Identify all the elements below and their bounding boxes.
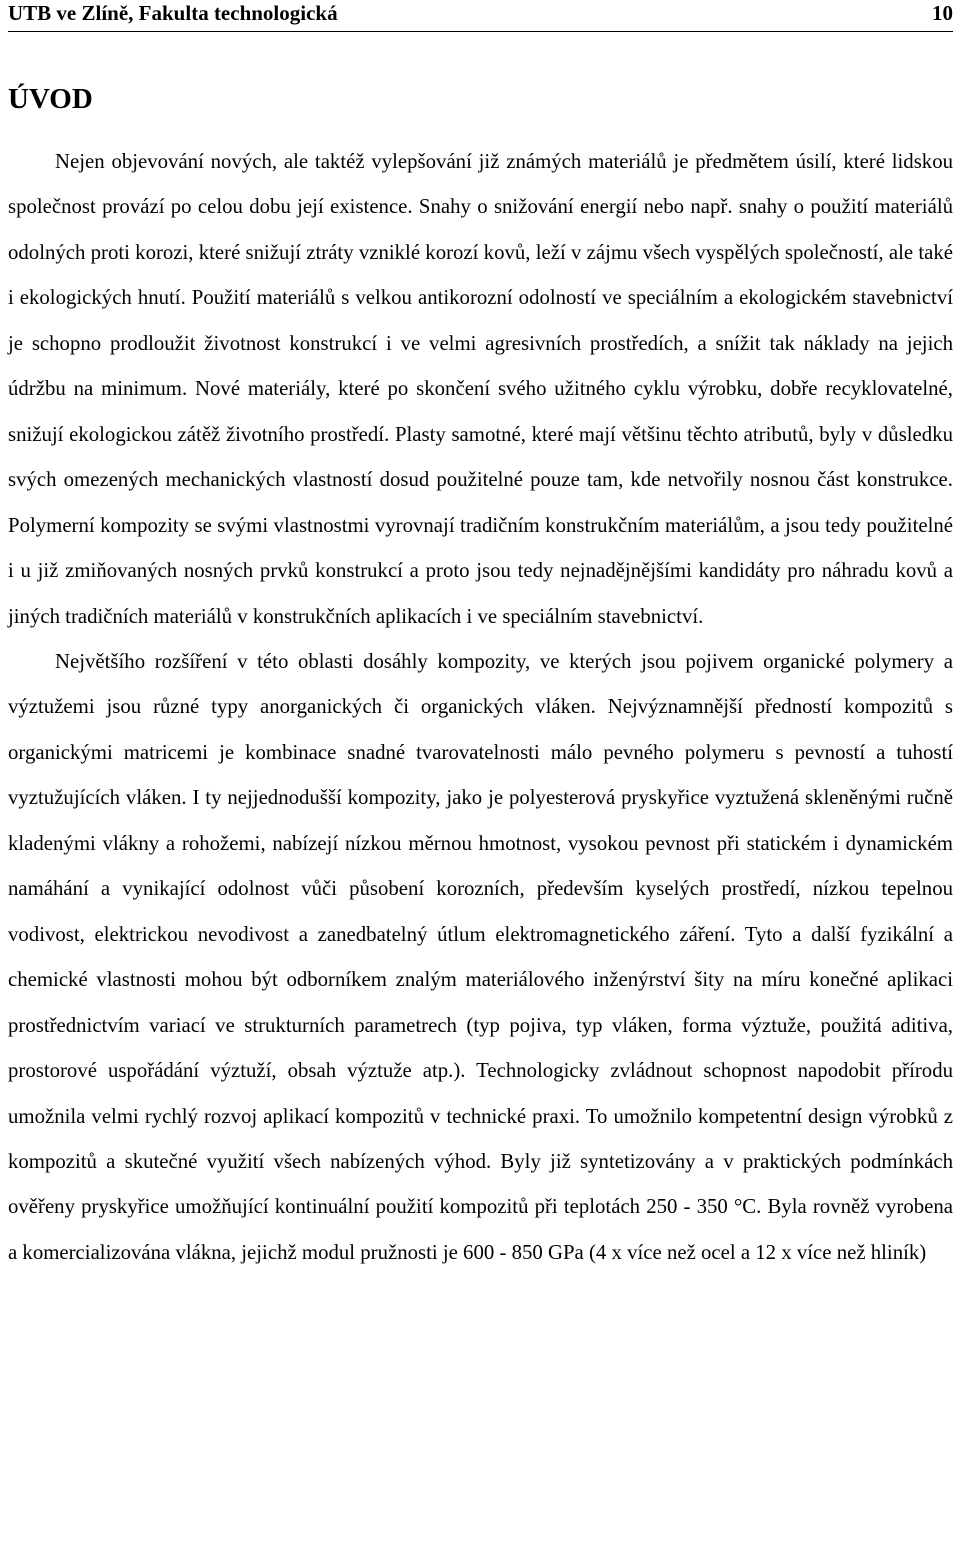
paragraph-intro: Nejen objevování nových, ale taktéž vylepšování již známých materiálů je předmětem úsilí, které lidskou společnost provází po celou dobu její existence. Snahy o snižování energií nebo např. snahy o použití materiálů odolných proti korozi, které snižují ztráty vzniklé korozí kovů, leží v zájmu všech vyspělých společností, ale také i ekologických hnutí. Použití materiálů s velkou antikorozní odolností ve speciálním a ekologickém stavebnictví je schopno prodloužit životnost konstrukcí i ve velmi agresivních prostředích, a snížit tak náklady na jejich údržbu na minimum. Nové materiály, které po skončení svého užitného cyklu výrobku, dobře recyklovatelné, snižují ekologickou zátěž životního prostředí. Plasty samotné, které mají většinu těchto atributů, byly v důsledku svých omezených mechanických vlastností dosud použitelné pouze tam, kde netvořily nosnou část konstrukce. Polymerní kompozity se svými vlastnostmi vyrovnají tradičním konstrukčním materiálům, a jsou tedy použitelné i u již zmiňovaných nosných prvků konstrukcí a proto jsou tedy nejnadějnějšími kandidáty pro náhradu kovů a jiných tradičních materiálů v konstrukčních aplikacích i ve speciálním stavebnictví. xyxy=(8,150,953,628)
running-header xyxy=(8,0,953,28)
header-institution: UTB ve Zlíně, Fakulta technologická xyxy=(8,1,338,25)
section-title: ÚVOD xyxy=(8,83,93,115)
body-text xyxy=(8,139,953,1275)
header-page-number: 10 xyxy=(932,1,953,25)
header-divider xyxy=(8,31,953,32)
paragraph-composites: Největšího rozšíření v této oblasti dosáhly kompozity, ve kterých jsou pojivem organické polymery a výztužemi jsou různé typy anorganických či organických vláken. Nejvýznamnější předností kompozitů s organickými matricemi je kombinace snadné tvarovatelnosti málo pevného polymeru s pevností a tuhostí vyztužujících vláken. I ty nejjednodušší kompozity, jako je polyesterová pryskyřice vyztužená skleněnými ručně kladenými vlákny a rohožemi, nabízejí nízkou měrnou hmotnost, vysokou pevnost při statickém i dynamickém namáhání a vynikající odolnost vůči působení korozních, především kyselých prostředí, nízkou tepelnou vodivost, elektrickou nevodivost a zanedbatelný útlum elektromagnetického záření. Tyto a další fyzikální a chemické vlastnosti mohou být odborníkem znalým materiálového inženýrství šity na míru konečné aplikaci prostřednictvím variací ve strukturních parametrech (typ pojiva, typ vláken, forma výztuže, použitá aditiva, prostorové uspořádání výztuží, obsah výztuže atp.). Technologicky zvládnout schopnost napodobit přírodu umožnila velmi rychlý rozvoj aplikací kompozitů v technické praxi. To umožnilo kompetentní design výrobků z kompozitů a skutečné využití všech nabízených výhod. Byly již syntetizovány a v praktických podmínkách ověřeny pryskyřice umožňující kontinuální použití kompozitů při teplotách 250 - 350 °C. Byla rovněž vyrobena a komercializována vlákna, jejichž modul pružnosti je 600 - 850 GPa (4 x více než ocel a 12 x více než hliník) xyxy=(8,649,953,1264)
